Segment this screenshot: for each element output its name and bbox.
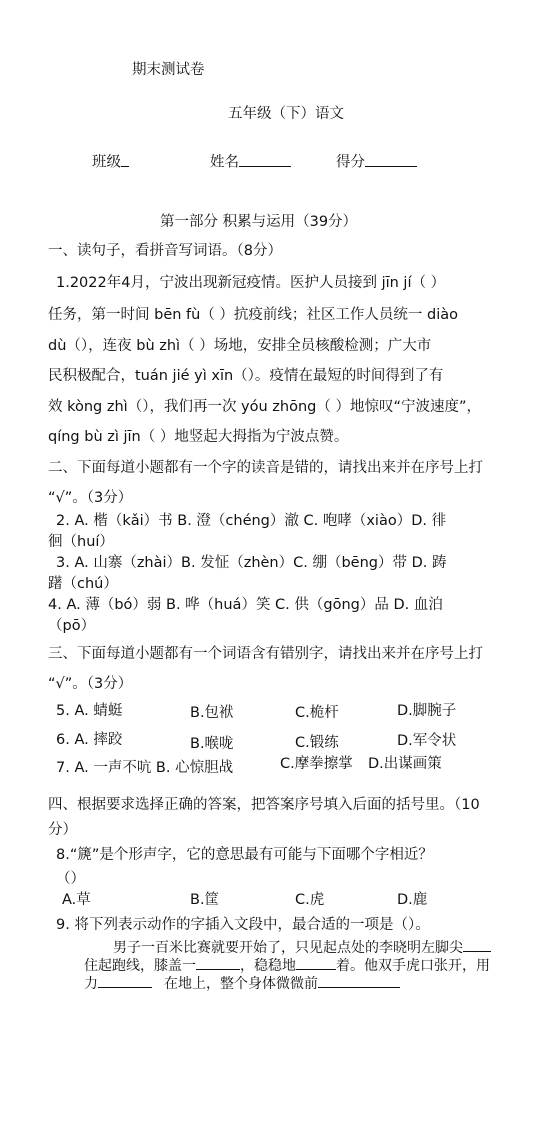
q9-passage-text: 力: [84, 976, 98, 992]
q5-option-b: B.包袱: [190, 705, 234, 721]
class-label: 班级: [92, 154, 121, 171]
class-field: [92, 151, 129, 172]
q5-option-a: 5. A. 蜻蜓: [56, 703, 123, 719]
q6-option-b: B.喉咙: [190, 736, 234, 752]
q9-blank-5: [318, 973, 400, 988]
q8-option-d: D.鹿: [397, 892, 428, 908]
q3-line-cont: 躇（chú）: [48, 576, 118, 592]
q2-line: 2. A. 楷（kǎi）书 B. 澄（chéng）澈 C. 咆哮（xiào）D. 徘: [56, 513, 447, 529]
s2-heading-cont: “√”。（3分）: [48, 490, 133, 506]
q6-option-c: C.锻练: [295, 735, 339, 751]
s4-heading-cont: 分）: [48, 822, 77, 838]
q9-passage-line3: [84, 973, 400, 993]
s1-line: 1.2022年4月，宁波出现新冠疫情。医护人员接到 jīn jí（ ）: [56, 275, 446, 291]
q7-options-ab: 7. A. 一声不吭 B. 心惊胆战: [56, 760, 234, 776]
q9-passage-text: 在地上，整个身体微微前: [164, 976, 318, 992]
score-field: [336, 151, 417, 172]
part1-title: 第一部分 积累与运用（39分）: [160, 214, 358, 230]
s3-heading-cont: “√”。（3分）: [48, 676, 133, 692]
score-blank: [365, 151, 417, 167]
q9-passage-text: 着。他双手虎口张开，用: [336, 958, 490, 974]
q9-passage-text: 男子一百米比赛就要开始了，只见起点处的李晓明左脚尖: [113, 940, 463, 956]
q3-line: 3. A. 山寨（zhài）B. 发怔（zhèn）C. 绷（bēng）带 D. 踌: [56, 555, 447, 571]
q8-option-b: B.筐: [190, 892, 220, 908]
s2-heading: 二、下面每道小题都有一个字的读音是错的，请找出来并在序号上打: [48, 460, 483, 476]
score-label: 得分: [336, 154, 365, 171]
q9-text: 9. 将下列表示动作的字插入文段中，最合适的一项是（）。: [56, 917, 430, 933]
name-blank: [239, 151, 291, 167]
q9-passage-line2: [84, 955, 490, 975]
q8-option-a: A.草: [62, 892, 91, 908]
q9-passage-text: ，稳稳地: [240, 958, 296, 974]
q9-blank-3: [296, 955, 336, 970]
class-blank: [121, 151, 129, 167]
q8-paren: （）: [56, 871, 85, 887]
q9-blank-1: [463, 937, 491, 952]
q9-blank-4: [98, 973, 152, 988]
q8-option-c: C.虎: [295, 892, 325, 908]
q4-line-cont: （pō）: [48, 618, 96, 634]
s1-line: 效 kòng zhì（），我们再一次 yóu zhōng（ ）地惊叹“宁波速度”，: [48, 399, 482, 415]
q7-option-c: C.摩拳擦掌: [280, 756, 353, 772]
q9-blank-2: [196, 955, 240, 970]
s1-line: 民积极配合，tuán jié yì xīn（）。疫情在最短的时间得到了有: [48, 368, 444, 384]
doc-subtitle: 五年级（下）语文: [228, 106, 344, 122]
s3-heading: 三、下面每道小题都有一个词语含有错别字，请找出来并在序号上打: [48, 646, 483, 662]
s1-line: 任务，第一时间 bēn fù（ ）抗疫前线；社区工作人员统一 diào: [48, 307, 459, 323]
s1-line: dù（），连夜 bù zhì（ ）场地，安排全员核酸检测；广大市: [48, 338, 432, 354]
q9-passage-line1: [113, 937, 491, 957]
q2-line-cont: 徊（huí）: [48, 534, 114, 550]
s4-heading: 四、根据要求选择正确的答案，把答案序号填入后面的括号里。（10: [48, 797, 480, 813]
s1-line: qíng bù zì jīn（ ）地竖起大拇指为宁波点赞。: [48, 429, 349, 445]
name-field: [210, 151, 291, 172]
q5-option-d: D.脚腕子: [397, 703, 457, 719]
q8-text: 8.“篪”是个形声字，它的意思最有可能与下面哪个字相近？: [56, 847, 433, 863]
q6-option-d: D.军令状: [397, 733, 457, 749]
doc-title: 期末测试卷: [132, 62, 205, 78]
q6-option-a: 6. A. 摔跤: [56, 732, 123, 748]
q9-passage-text: 住起跑线，膝盖一: [84, 958, 196, 974]
q4-line: 4. A. 薄（bó）弱 B. 哗（huá）笑 C. 供（gōng）品 D. 血泊: [48, 597, 443, 613]
q5-option-c: C.桅杆: [295, 705, 339, 721]
s1-heading: 一、读句子，看拼音写词语。（8分）: [48, 243, 282, 259]
q7-option-d: D.出谋画策: [368, 756, 442, 772]
name-label: 姓名: [210, 154, 239, 171]
